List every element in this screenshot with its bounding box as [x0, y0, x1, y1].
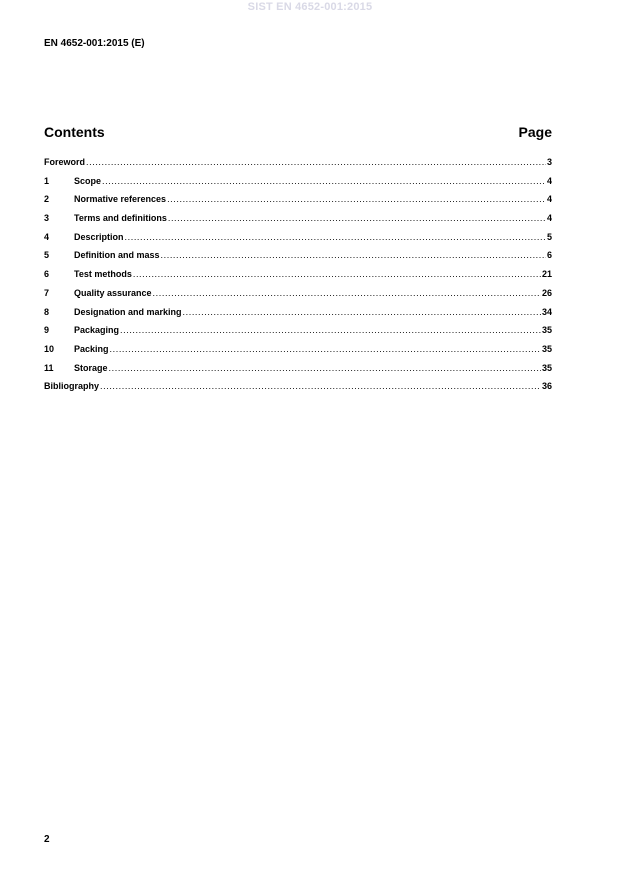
- toc-entry-packaging[interactable]: [44, 325, 552, 344]
- toc-entry-title: Packaging: [74, 325, 120, 336]
- toc-entry-page: 6: [546, 250, 552, 261]
- dot-leader: [161, 250, 546, 260]
- toc-entry-bibliography[interactable]: [44, 381, 552, 400]
- toc-entry-page: 4: [546, 213, 552, 224]
- toc-entry-page: 5: [546, 231, 552, 242]
- watermark-text: SIST EN 4652-001:2015: [247, 1, 373, 13]
- toc-entry-title: Quality assurance: [74, 287, 152, 298]
- page-number: 2: [44, 834, 50, 845]
- toc-entry-page: 21: [541, 269, 552, 280]
- toc-entry-title: Description: [74, 231, 124, 242]
- toc-entry-quality-assurance[interactable]: [44, 288, 552, 307]
- toc-entry-number: 8: [44, 306, 50, 317]
- toc-entry-page: 35: [541, 343, 552, 354]
- toc-entry-page: 3: [546, 157, 552, 167]
- dot-leader: [100, 381, 541, 391]
- toc-entry-page: 4: [546, 175, 552, 186]
- dot-leader: [125, 232, 546, 242]
- toc-entry-title: Packing: [74, 343, 109, 354]
- toc-entry-number: 4: [44, 231, 50, 242]
- toc-title: Contents: [44, 124, 105, 140]
- toc-entry-title: Normative references: [74, 194, 167, 205]
- document-identifier: EN 4652-001:2015 (E): [44, 38, 145, 49]
- dot-leader: [168, 213, 546, 223]
- table-of-contents: [44, 157, 552, 400]
- toc-entry-scope[interactable]: [44, 176, 552, 195]
- toc-entry-number: 7: [44, 287, 50, 298]
- toc-entry-description[interactable]: [44, 232, 552, 251]
- dot-leader: [183, 307, 541, 317]
- toc-entry-designation-and-marking[interactable]: [44, 307, 552, 326]
- toc-entry-number: 1: [44, 175, 50, 186]
- toc-entry-page: 4: [546, 194, 552, 205]
- dot-leader: [120, 325, 541, 335]
- dot-leader: [133, 269, 541, 279]
- toc-entry-terms-and-definitions[interactable]: [44, 213, 552, 232]
- toc-entry-title: Storage: [74, 362, 108, 373]
- toc-entry-number: 5: [44, 250, 50, 261]
- toc-header: [44, 124, 552, 142]
- toc-entry-normative-references[interactable]: [44, 194, 552, 213]
- toc-page-label: Page: [518, 124, 552, 140]
- toc-entry-number: 6: [44, 269, 50, 280]
- dot-leader: [110, 344, 541, 354]
- dot-leader: [109, 363, 541, 373]
- toc-entry-page: 35: [541, 325, 552, 336]
- toc-entry-definition-and-mass[interactable]: [44, 250, 552, 269]
- toc-entry-number: 2: [44, 194, 50, 205]
- toc-entry-foreword[interactable]: [44, 157, 552, 176]
- toc-entry-title: Terms and definitions: [74, 213, 167, 224]
- toc-entry-number: 11: [44, 362, 54, 373]
- toc-entry-title: Bibliography: [44, 381, 100, 392]
- toc-entry-number: 3: [44, 213, 50, 224]
- toc-entry-page: 36: [541, 381, 552, 392]
- dot-leader: [167, 194, 546, 204]
- toc-entry-title: Test methods: [74, 269, 132, 280]
- toc-entry-packing[interactable]: [44, 344, 552, 363]
- toc-entry-title: Designation and marking: [74, 306, 182, 317]
- dot-leader: [86, 157, 546, 167]
- toc-entry-page: 26: [541, 287, 552, 298]
- toc-entry-page: 34: [541, 306, 552, 317]
- dot-leader: [153, 288, 541, 298]
- toc-entry-title: Definition and mass: [74, 250, 160, 261]
- dot-leader: [102, 176, 546, 186]
- toc-entry-page: 35: [541, 362, 552, 373]
- toc-entry-title: Foreword: [44, 157, 86, 167]
- toc-entry-title: Scope: [74, 175, 102, 186]
- toc-entry-number: 9: [44, 325, 50, 336]
- toc-entry-storage[interactable]: [44, 363, 552, 382]
- toc-entry-number: 10: [44, 343, 55, 354]
- toc-entry-test-methods[interactable]: [44, 269, 552, 288]
